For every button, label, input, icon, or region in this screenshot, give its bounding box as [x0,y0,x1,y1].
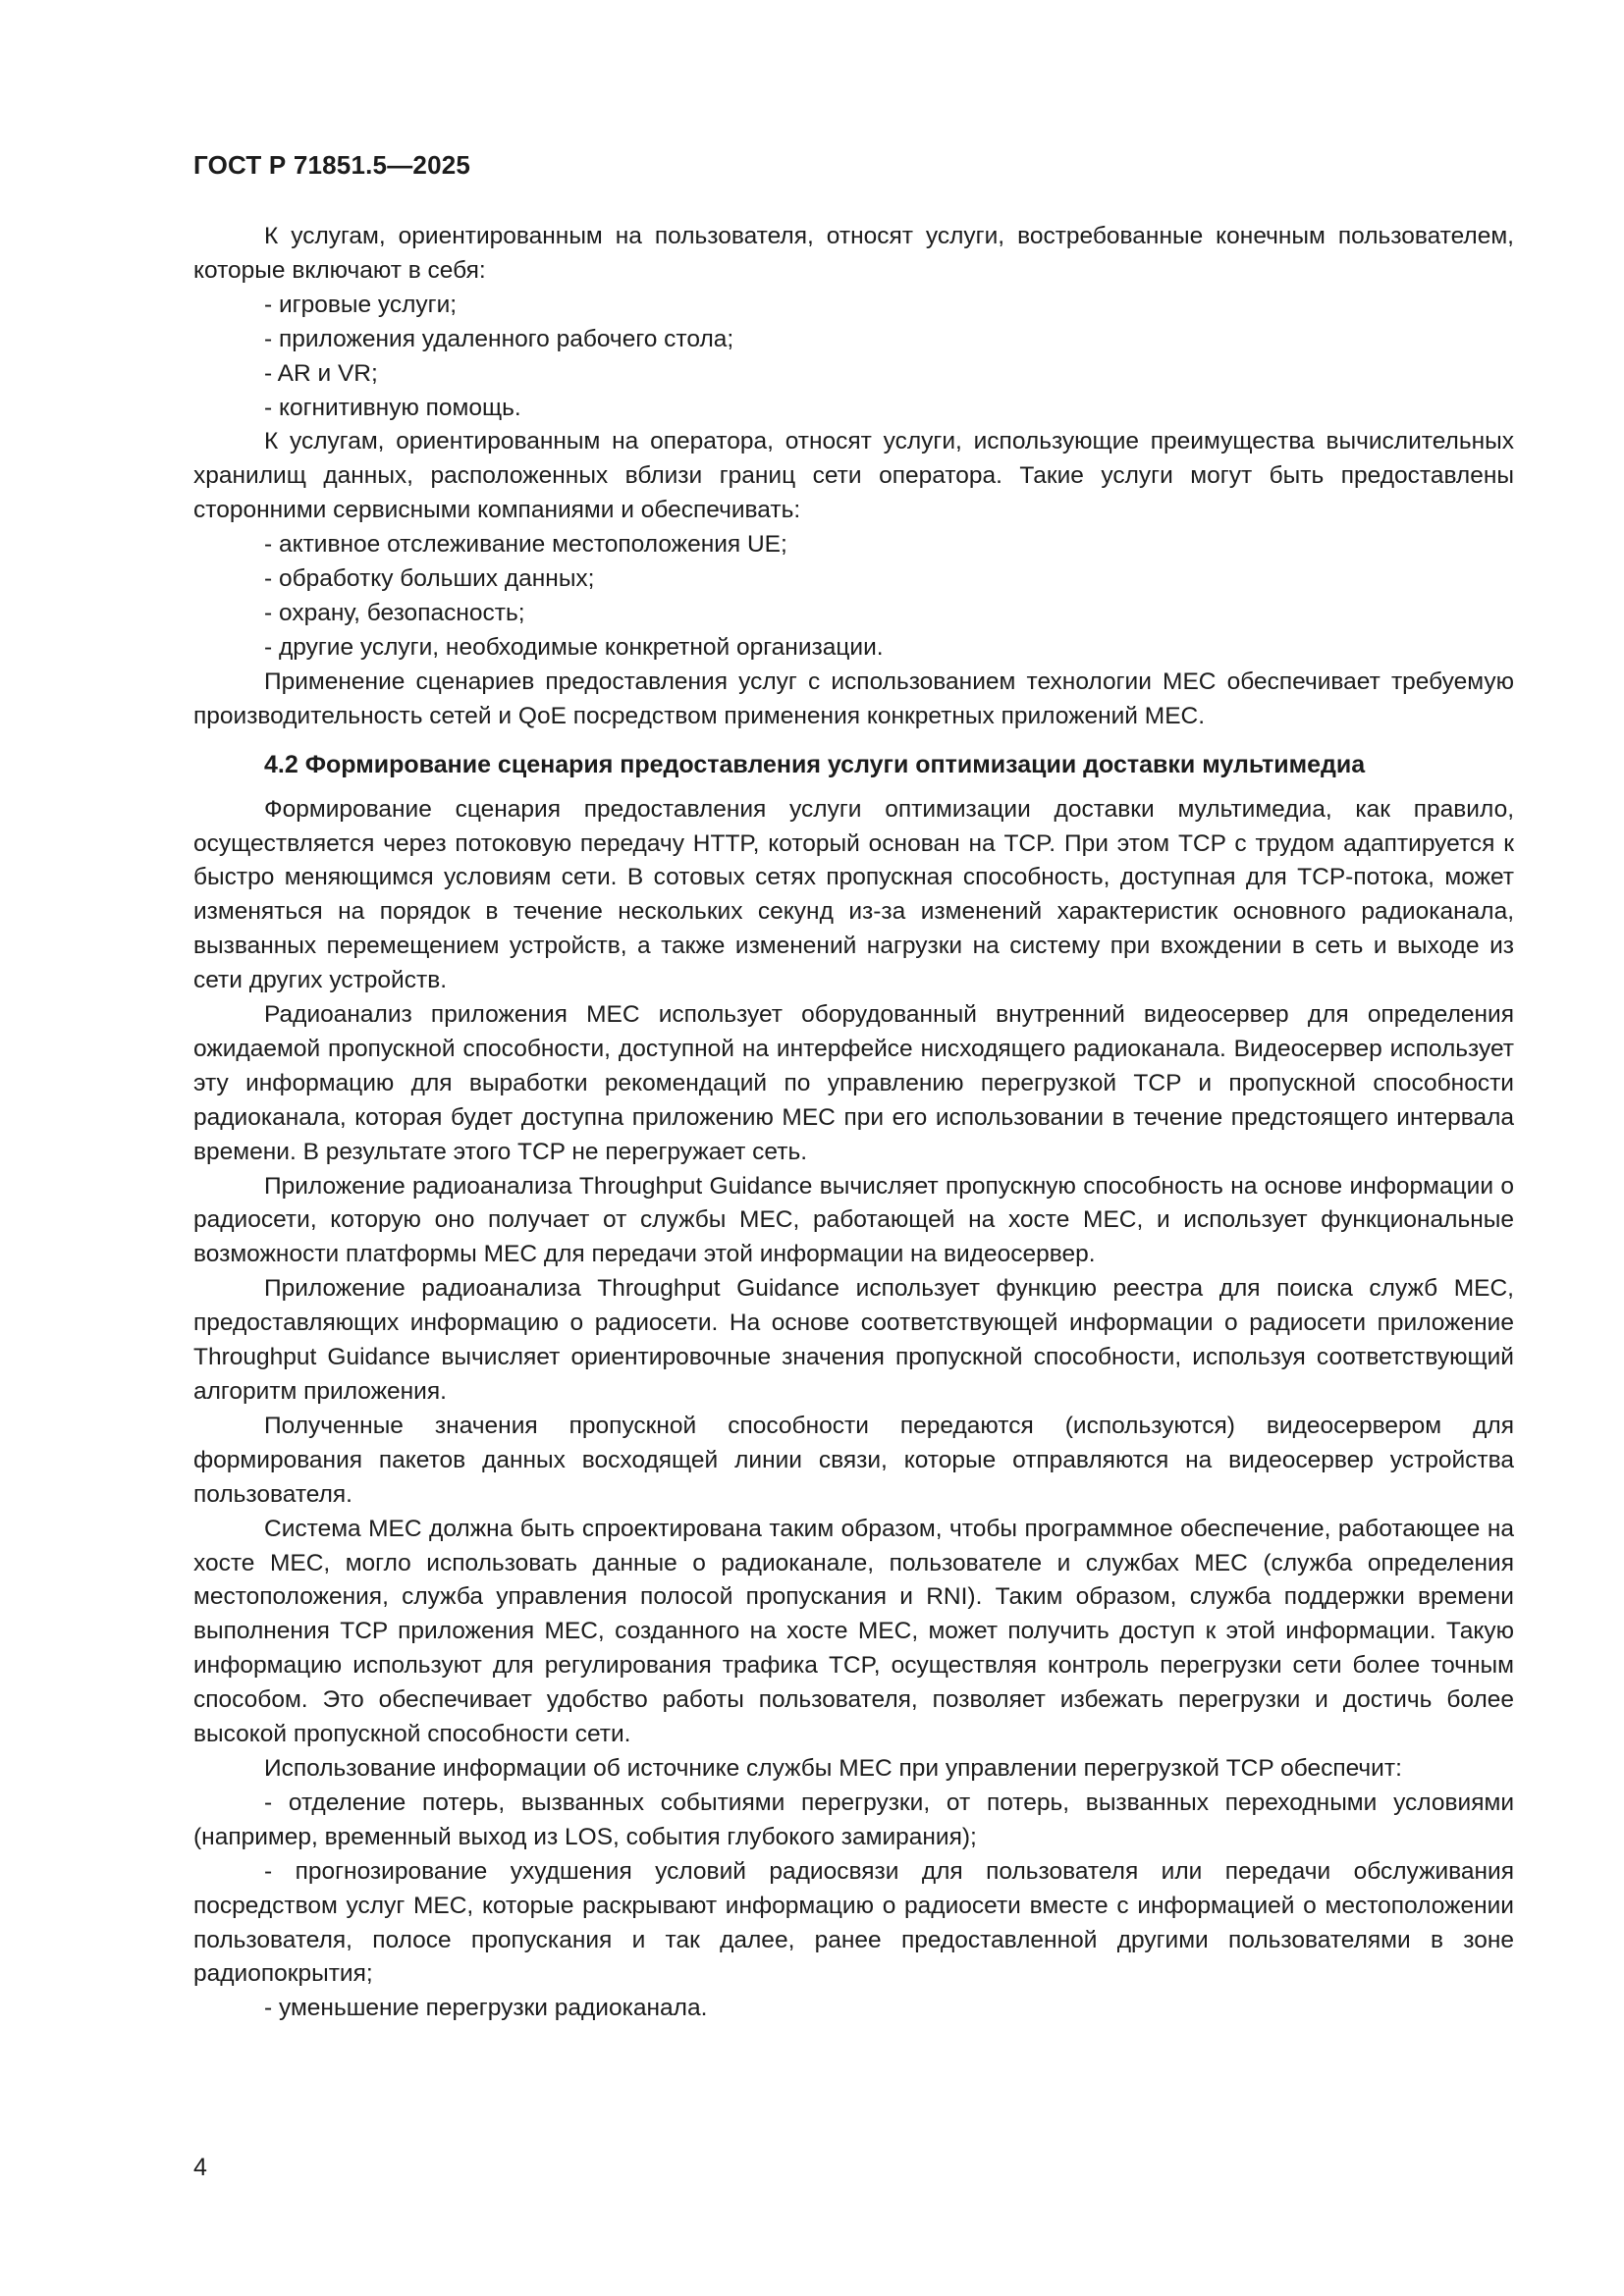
paragraph: Использование информации об источнике службы MEC при управлении перегрузкой TCP обеспечит: [264,1754,1402,1782]
paragraph: Формирование сценария предоставления услуги оптимизации доставки мультимедиа, как правило, осуществляется через потоковую передачу HTTP, который основан на TCP. При этом TCP с трудом адаптируется к быстро меняющимся условиям сети. В сотовых сетях пропускная способность, доступная для TCP-потока, может изменяться на порядок в течение нескольких секунд из-за изменений характеристик основного радиоканала, вызванных перемещением устройств, а также изменений нагрузки на систему при вхождении в сеть и выходе из сети других устройств. [193,795,1514,994]
page-number: 4 [193,2154,207,2181]
section-heading: 4.2 Формирование сценария предоставления услуги оптимизации доставки мультимедиа [264,750,1366,778]
paragraph-user-services: К услугам, ориентированным на пользователя, относят услуги, востребованные конечным пользователем, которые включают в себя: [193,223,1514,284]
list-item: - отделение потерь, вызванных событиями перегрузки, от потерь, вызванных переходными условиями (например, временный выход из LOS, события глубокого замирания); [193,1789,1514,1850]
paragraph-mec-scenarios: Применение сценариев предоставления услуг с использованием технологии MEC обеспечивает требуемую производительность сетей и QoE посредством применения конкретных приложений MEC. [193,667,1514,729]
list-item: - другие услуги, необходимые конкретной организации. [264,633,884,661]
list-item: - уменьшение перегрузки радиоканала. [264,1995,708,2022]
paragraph: Радиоанализ приложения MEC использует оборудованный внутренний видеосервер для определения ожидаемой пропускной способности, доступной на интерфейсе нисходящего радиоканала. Видеосервер использует эту информацию для выработки рекомендаций по управлению перегрузкой TCP и пропускной способности радиоканала, которая будет доступна приложению MEC при его использовании в течение предстоящего интервала времени. В результате этого TCP не перегружает сеть. [193,1001,1514,1165]
list-item: - игровые услуги; [264,291,458,318]
list-operator-services [193,528,1514,666]
paragraph: Система MEC должна быть спроектирована таким образом, чтобы программное обеспечение, работающее на хосте MEC, могло использовать данные о радиоканале, пользователе и службах MEC (служба определения местоположения, служба управления полосой пропускания и RNI). Таким образом, служба поддержки времени выполнения TCP приложения MEC, созданного на хосте MEC, может получить доступ к этой информации. Такую информацию используют для регулирования трафика TCP, осуществляя контроль перегрузки сети более точным способом. Это обеспечивает удобство работы пользователя, позволяет избежать перегрузки и достичь более высокой пропускной способности сети. [193,1515,1514,1748]
list-item: - активное отслеживание местоположения UE; [264,531,787,559]
document-body [193,220,1514,2026]
list-item: - охрану, безопасность; [264,599,525,626]
list-item: - когнитивную помощь. [264,394,521,421]
paragraph-operator-services: К услугам, ориентированным на оператора, относят услуги, использующие преимущества вычислительных хранилищ данных, расположенных вблизи границ сети оператора. Такие услуги могут быть предоставлены сторонними сервисными компаниями и обеспечивать: [193,428,1514,524]
list-item: - приложения удаленного рабочего стола; [264,325,734,352]
paragraph: Полученные значения пропускной способности передаются (используются) видеосервером для формирования пакетов данных восходящей линии связи, которые отправляются на видеосервер устройства пользователя. [193,1412,1514,1508]
list-user-services [193,289,1514,426]
list-item: - AR и VR; [264,359,378,387]
list-item: - прогнозирование ухудшения условий радиосвязи для пользователя или передачи обслуживания посредством услуг MEC, которые раскрывают информацию о радиосети вместе с информацией о местоположении пользователя, полосе пропускания и так далее, ранее предоставленной другими пользователями в зоне радиопокрытия; [193,1857,1514,1988]
paragraph: Приложение радиоанализа Throughput Guidance вычисляет пропускную способность на основе информации о радиосети, которую оно получает от службы MEC, работающей на хосте MEC, и использует функциональные возможности платформы MEC для передачи этой информации на видеосервер. [193,1172,1514,1268]
document-header: ГОСТ Р 71851.5—2025 [193,150,471,180]
paragraph: Приложение радиоанализа Throughput Guidance использует функцию реестра для поиска служб MEC, предоставляющих информацию о радиосети. На основе соответствующей информации о радиосети приложение Throughput Guidance вычисляет ориентировочные значения пропускной способности, используя соответствующий алгоритм приложения. [193,1275,1514,1405]
list-tcp-benefits [193,1787,1514,2026]
list-item: - обработку больших данных; [264,565,595,593]
